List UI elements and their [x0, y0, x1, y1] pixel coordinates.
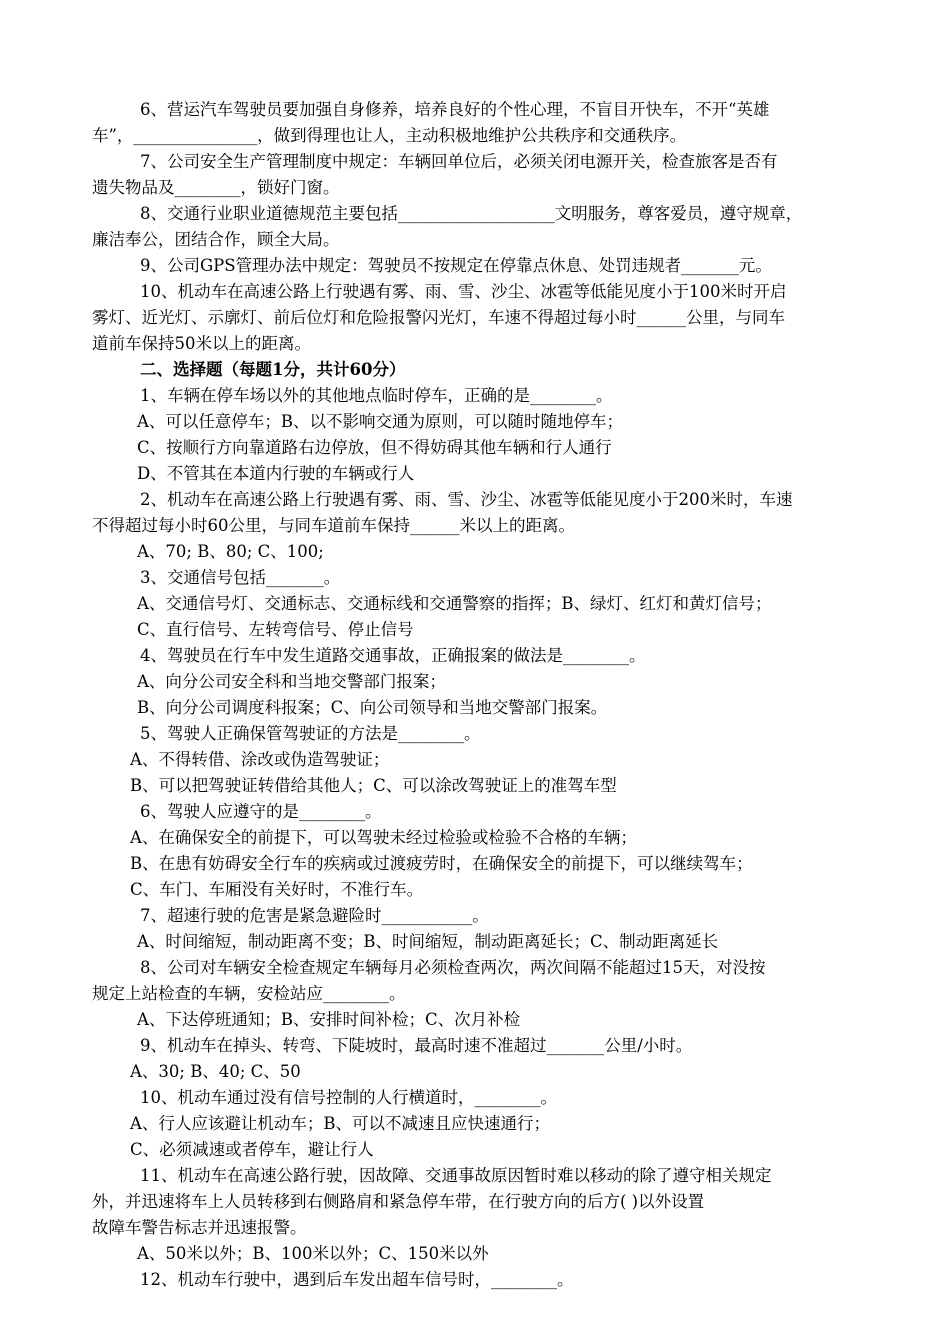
text-line: C、必须减速或者停车，避让行人	[130, 1140, 374, 1159]
text-line: A、行人应该避让机动车；B、可以不减速且应快速通行；	[130, 1114, 551, 1133]
text-line: A、向分公司安全科和当地交警部门报案；	[137, 672, 446, 691]
text-line: 规定上站检查的车辆，安检站应________。	[92, 984, 406, 1003]
text-line: B、向分公司调度科报案；C、向公司领导和当地交警部门报案。	[137, 698, 608, 717]
text-line: A、不得转借、涂改或伪造驾驶证；	[130, 750, 390, 769]
text-line: 11、机动车在高速公路行驶，因故障、交通事故原因暂时难以移动的除了遵守相关规定	[140, 1166, 772, 1185]
text-line: 1、车辆在停车场以外的其他地点临时停车，正确的是________。	[140, 386, 613, 405]
text-line: A、在确保安全的前提下，可以驾驶未经过检验或检验不合格的车辆；	[130, 828, 637, 847]
text-line: 2、机动车在高速公路上行驶遇有雾、雨、雪、沙尘、冰雹等低能见度小于200米时，车速	[140, 490, 793, 509]
text-line: 4、驾驶员在行车中发生道路交通事故，正确报案的做法是________。	[140, 646, 646, 665]
text-line: 车”，_______________，做到得理也让人，主动积极地维护公共秩序和交通秩序。	[92, 126, 687, 145]
text-line: A、50米以外；B、100米以外；C、150米以外	[137, 1244, 489, 1263]
text-line: A、可以任意停车；B、以不影响交通为原则，可以随时随地停车；	[137, 412, 624, 431]
text-line: 3、交通信号包括_______。	[140, 568, 341, 587]
text-line: 雾灯、近光灯、示廓灯、前后位灯和危险报警闪光灯，车速不得超过每小时______公里，与同车	[92, 308, 785, 327]
text-line: 遗失物品及________，锁好门窗。	[92, 178, 340, 197]
text-line: C、直行信号、左转弯信号、停止信号	[137, 620, 414, 639]
text-line: A、30; B、40; C、50	[130, 1062, 301, 1081]
text-line: 8、公司对车辆安全检查规定车辆每月必须检查两次，两次间隔不能超过15天，对没按	[140, 958, 766, 977]
text-line: C、按顺行方向靠道路右边停放，但不得妨碍其他车辆和行人通行	[137, 438, 612, 457]
text-line: C、车门、车厢没有关好时，不准行车。	[130, 880, 424, 899]
text-line: A、交通信号灯、交通标志、交通标线和交通警察的指挥；B、绿灯、红灯和黄灯信号；	[137, 594, 772, 613]
text-line: A、时间缩短，制动距离不变；B、时间缩短，制动距离延长；C、制动距离延长	[137, 932, 719, 951]
text-line: D、不管其在本道内行驶的车辆或行人	[137, 464, 415, 483]
text-line: 7、超速行驶的危害是紧急避险时___________。	[140, 906, 489, 925]
text-line: 9、机动车在掉头、转弯、下陡坡时，最高时速不准超过_______公里/小时。	[140, 1036, 693, 1055]
text-line: 12、机动车行驶中，遇到后车发出超车信号时，________。	[140, 1270, 574, 1289]
section-heading: 二、选择题（每题1分，共计60分）	[140, 360, 406, 379]
text-line: 外，并迅速将车上人员转移到右侧路肩和紧急停车带，在行驶方向的后方( )以外设置	[92, 1192, 705, 1211]
text-line: B、可以把驾驶证转借给其他人；C、可以涂改驾驶证上的准驾车型	[130, 776, 617, 795]
text-line: 廉洁奉公，团结合作，顾全大局。	[92, 230, 340, 249]
text-line: A、70; B、80; C、100;	[137, 542, 324, 561]
text-line: B、在患有妨碍安全行车的疾病或过渡疲劳时，在确保安全的前提下，可以继续驾车；	[130, 854, 753, 873]
text-line: 6、驾驶人应遵守的是________。	[140, 802, 382, 821]
text-line: 故障车警告标志并迅速报警。	[92, 1218, 307, 1237]
text-line: 9、公司GPS管理办法中规定：驾驶员不按规定在停靠点休息、处罚违规者_______元。	[140, 256, 772, 275]
text-line: 10、机动车在高速公路上行驶遇有雾、雨、雪、沙尘、冰雹等低能见度小于100米时开启	[140, 282, 787, 301]
text-line: 7、公司安全生产管理制度中规定：车辆回单位后，必须关闭电源开关，检查旅客是否有	[140, 152, 778, 171]
text-line: 6、营运汽车驾驶员要加强自身修养，培养良好的个性心理，不盲目开快车，不开“英雄	[140, 100, 770, 119]
text-line: 道前车保持50米以上的距离。	[92, 334, 311, 353]
text-line: 不得超过每小时60公里，与同车道前车保持______米以上的距离。	[92, 516, 575, 535]
text-line: A、下达停班通知；B、安排时间补检；C、次月补检	[137, 1010, 521, 1029]
text-line: 8、交通行业职业道德规范主要包括___________________文明服务，尊客爱员，遵守规章，	[140, 204, 803, 223]
text-line: 10、机动车通过没有信号控制的人行横道时，________。	[140, 1088, 557, 1107]
text-line: 5、驾驶人正确保管驾驶证的方法是________。	[140, 724, 481, 743]
